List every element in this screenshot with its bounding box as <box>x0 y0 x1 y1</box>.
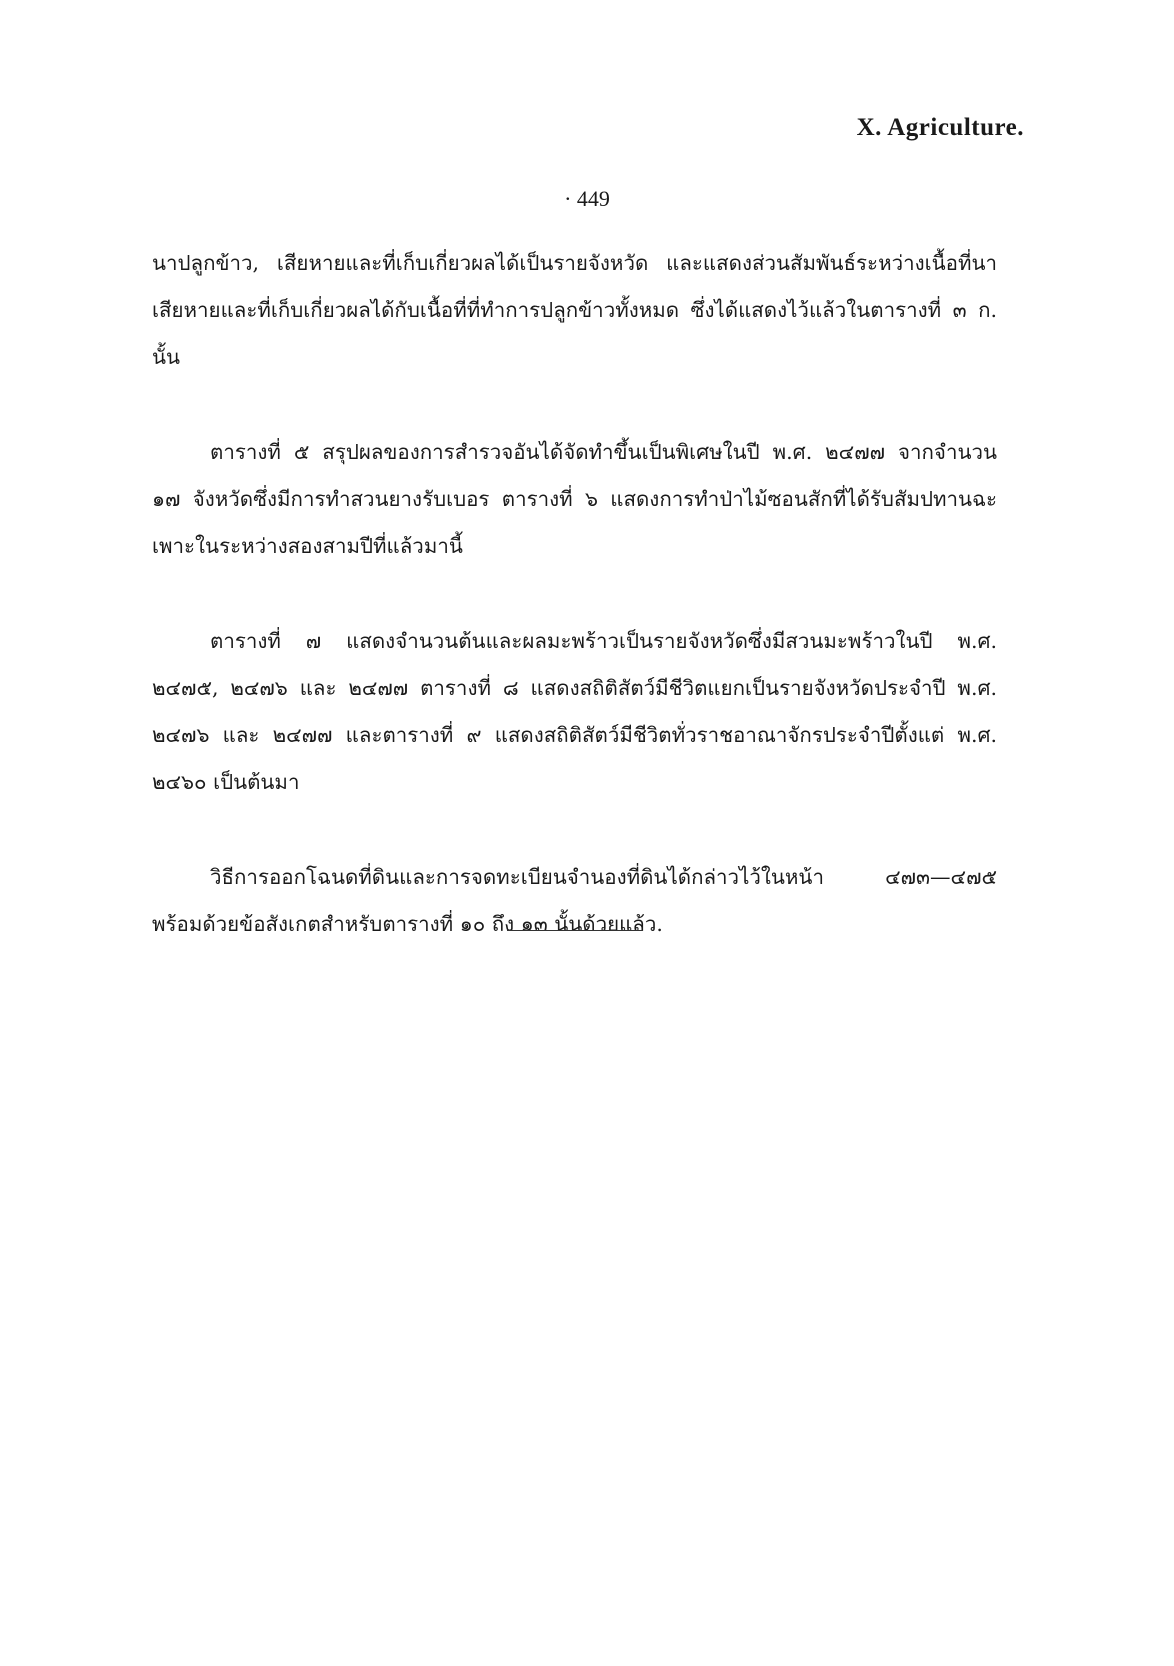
end-divider <box>507 930 643 931</box>
paragraph-2: ตารางที่ ๕ สรุปผลของการสำรวจอันได้จัดทำขึ้นเป็นพิเศษในปี พ.ศ. ๒๔๗๗ จากจำนวน ๑๗ จังหวัดซึ่งมีการทำสวนยางรับเบอร ตารางที่ ๖ แสดงการทำป่าไม้ซอนสักที่ได้รับสัมปทานฉะเพาะในระหว่างสองสามปีที่แล้วมานี้ <box>152 440 997 558</box>
paragraph-4: วิธีการออกโฉนดที่ดินและการจดทะเบียนจำนองที่ดินได้กล่าวไว้ในหน้า ๔๗๓—๔๗๕ พร้อมด้วยข้อสังเกตสำหรับตารางที่ ๑๐ ถึง ๑๓ นั้นด้วยแล้ว. <box>152 865 997 936</box>
paragraph-1: นาปลูกข้าว, เสียหายและที่เก็บเกี่ยวผลได้เป็นรายจังหวัด และแสดงส่วนสัมพันธ์ระหว่างเนื้อที่นาเสียหายและที่เก็บเกี่ยวผลได้กับเนื้อที่ที่ทำการปลูกข้าวทั้งหมด ซึ่งได้แสดงไว้แล้วในตารางที่ ๓ ก. นั้น <box>152 251 997 369</box>
page-number: · 449 <box>564 186 610 211</box>
body-text <box>152 240 997 996</box>
paragraph-3: ตารางที่ ๗ แสดงจำนวนต้นและผลมะพร้าวเป็นรายจังหวัดซึ่งมีสวนมะพร้าวในปี พ.ศ. ๒๔๗๕, ๒๔๗๖ และ ๒๔๗๗ ตารางที่ ๘ แสดงสถิติสัตว์มีชีวิตแยกเป็นรายจังหวัดประจำปี พ.ศ. ๒๔๗๖ และ ๒๔๗๗ และตารางที่ ๙ แสดงสถิติสัตว์มีชีวิตทั่วราชอาณาจักรประจำปีตั้งแต่ พ.ศ. ๒๔๖๐ เป็นต้นมา <box>152 629 997 794</box>
section-title: X. Agriculture. <box>856 114 1024 141</box>
